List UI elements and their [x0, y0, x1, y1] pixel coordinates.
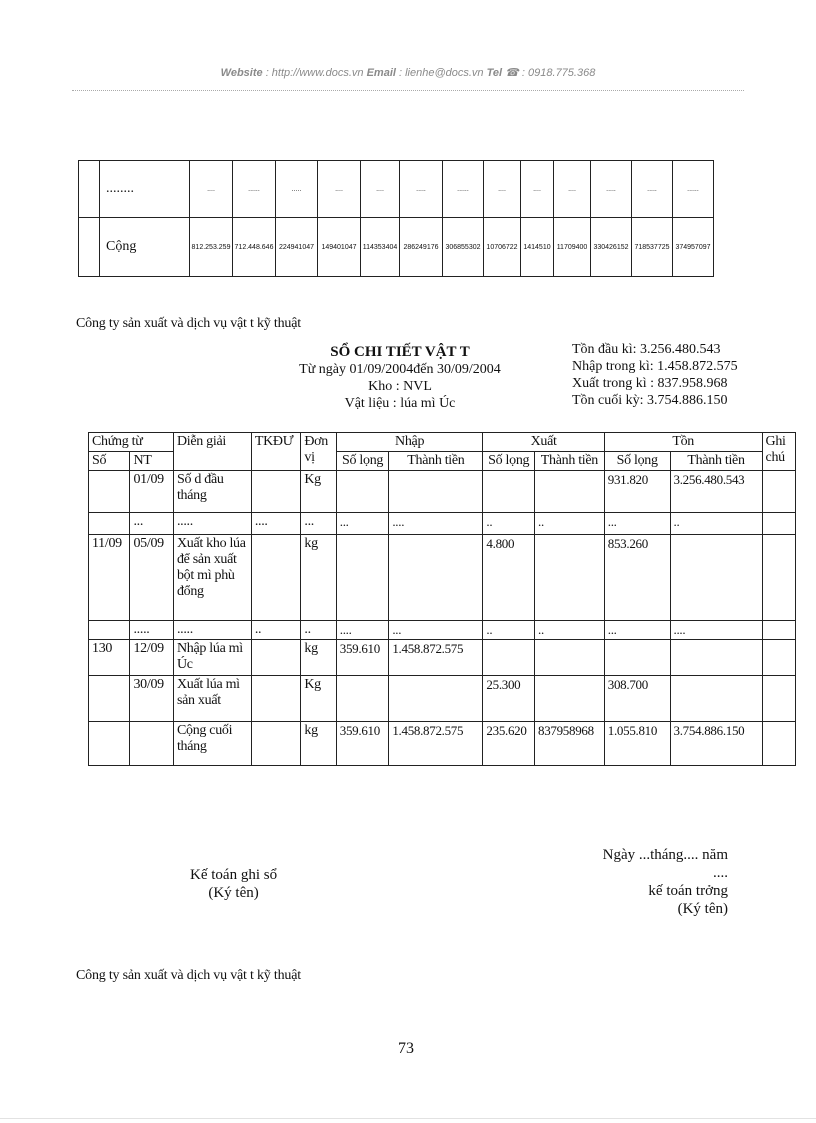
table-cell: ..	[535, 513, 605, 535]
table-cell	[535, 471, 605, 513]
table-cell: 3.256.480.543	[670, 471, 762, 513]
accountant-sign-note: (Ký tên)	[208, 885, 259, 901]
table-cell: ..	[483, 621, 535, 640]
header-balance-qty: Số lọng	[604, 452, 670, 471]
chief-accountant-sign-note: (Ký tên)	[677, 901, 728, 917]
warehouse-label: Kho : NVL	[368, 379, 432, 394]
email-value[interactable]: : lienhe@docs.vn	[399, 67, 484, 79]
closing-balance: Tồn cuối kỳ: 3.754.886.150	[572, 393, 728, 408]
table-cell	[670, 535, 762, 621]
table-cell: 330426152	[591, 218, 632, 277]
table-cell: ....	[484, 161, 521, 218]
table-cell: 837958968	[535, 722, 605, 766]
summary-block	[572, 341, 738, 409]
table-cell	[251, 640, 301, 676]
table-cell: ....	[521, 161, 554, 218]
table-cell	[762, 471, 795, 513]
table-cell: ........	[100, 161, 190, 218]
table-cell: 359.610	[336, 640, 389, 676]
table-cell	[762, 535, 795, 621]
page-divider	[0, 1118, 816, 1119]
table-row	[89, 535, 796, 621]
table-cell: .....	[632, 161, 673, 218]
table-cell: ....	[336, 621, 389, 640]
table-cell: .....	[591, 161, 632, 218]
table-cell: Nhập lúa mì Úc	[173, 640, 251, 676]
table-cell	[483, 640, 535, 676]
table-cell	[535, 676, 605, 722]
totals-table-row	[79, 218, 714, 277]
table-cell: ...	[336, 513, 389, 535]
table-cell: ......	[443, 161, 484, 218]
table-cell: Số d đầu tháng	[173, 471, 251, 513]
ledger-rows	[89, 471, 796, 766]
table-cell	[762, 621, 795, 640]
table-header-row	[89, 433, 796, 452]
date-line: Ngày ...tháng.... năm ....	[602, 847, 728, 881]
table-cell	[535, 535, 605, 621]
table-cell: Xuất lúa mì sản xuất	[173, 676, 251, 722]
table-cell	[762, 722, 795, 766]
page-number: 73	[398, 1040, 414, 1057]
material-label: Vật liệu : lúa mì Úc	[344, 396, 456, 411]
date-range: Từ ngày 01/09/2004đến 30/09/2004	[299, 362, 501, 377]
header-export-qty: Số lọng	[483, 452, 535, 471]
table-cell	[89, 722, 130, 766]
table-cell: ....	[389, 513, 483, 535]
table-cell: 359.610	[336, 722, 389, 766]
opening-balance: Tồn đầu kì: 3.256.480.543	[572, 342, 721, 357]
table-cell	[762, 640, 795, 676]
table-cell: ....	[190, 161, 233, 218]
table-cell	[483, 471, 535, 513]
total-label: Cộng	[100, 218, 190, 277]
table-cell: ....	[251, 513, 301, 535]
table-cell	[336, 471, 389, 513]
table-cell	[251, 676, 301, 722]
table-cell: 374957097	[673, 218, 714, 277]
table-cell: kg	[301, 722, 336, 766]
table-cell	[604, 640, 670, 676]
table-cell	[389, 535, 483, 621]
table-cell: ..	[251, 621, 301, 640]
table-cell: ...	[389, 621, 483, 640]
ledger-title-block	[270, 344, 530, 412]
table-cell: ..	[670, 513, 762, 535]
table-cell: Kg	[301, 676, 336, 722]
table-row	[89, 722, 796, 766]
header-export: Xuất	[483, 433, 604, 452]
table-cell: ..	[301, 621, 336, 640]
chief-accountant-title: kế toán trởng	[648, 883, 728, 899]
table-cell	[762, 676, 795, 722]
website-value[interactable]: : http://www.docs.vn	[265, 67, 364, 79]
table-cell	[670, 640, 762, 676]
table-cell: 1414510	[521, 218, 554, 277]
totals-table-row	[79, 161, 714, 218]
table-cell: 931.820	[604, 471, 670, 513]
table-cell: 12/09	[130, 640, 173, 676]
table-cell	[89, 676, 130, 722]
header-balance: Tồn	[604, 433, 762, 452]
header-account: TKĐƯ	[251, 433, 301, 471]
table-cell	[130, 722, 173, 766]
accountant-title: Kế toán ghi sổ	[190, 867, 278, 883]
table-cell: .....	[173, 621, 251, 640]
table-row	[89, 621, 796, 640]
ledger-title: SỔ CHI TIẾT VẬT T	[330, 344, 470, 360]
table-cell: 10706722	[484, 218, 521, 277]
table-cell: 1.458.872.575	[389, 722, 483, 766]
table-cell	[389, 676, 483, 722]
header-voucher-date: NT	[130, 452, 173, 471]
table-cell	[670, 676, 762, 722]
table-cell: Xuất kho lúa để sản xuất bột mì phù đổng	[173, 535, 251, 621]
table-cell: 11/09	[89, 535, 130, 621]
table-cell: ....	[361, 161, 400, 218]
table-cell: 1.055.810	[604, 722, 670, 766]
header-unit: Đơn vị	[301, 433, 336, 471]
table-cell	[79, 161, 100, 218]
table-cell: 25.300	[483, 676, 535, 722]
import-total: Nhập trong kì: 1.458.872.575	[572, 359, 738, 374]
table-cell: 853.260	[604, 535, 670, 621]
table-row	[89, 640, 796, 676]
table-cell: 306855302	[443, 218, 484, 277]
header-description: Diễn giải	[173, 433, 251, 471]
table-cell: ...	[604, 513, 670, 535]
table-cell: 235.620	[483, 722, 535, 766]
table-cell: ......	[233, 161, 276, 218]
table-cell: ...	[604, 621, 670, 640]
table-cell: 286249176	[400, 218, 443, 277]
table-cell: 812.253.259	[190, 218, 233, 277]
table-cell: ...	[301, 513, 336, 535]
table-cell	[762, 513, 795, 535]
table-cell: 712.448.646	[233, 218, 276, 277]
table-cell: .....	[276, 161, 318, 218]
header-note: Ghi chú	[762, 433, 795, 471]
table-cell: 4.800	[483, 535, 535, 621]
table-cell: kg	[301, 535, 336, 621]
table-row	[89, 513, 796, 535]
table-cell	[251, 535, 301, 621]
table-cell	[251, 722, 301, 766]
table-cell: ..	[483, 513, 535, 535]
header-voucher: Chứng từ	[89, 433, 174, 452]
table-cell: Cộng cuối tháng	[173, 722, 251, 766]
table-cell: 30/09	[130, 676, 173, 722]
table-cell: .....	[173, 513, 251, 535]
table-cell: Kg	[301, 471, 336, 513]
table-cell: 05/09	[130, 535, 173, 621]
table-cell: 308.700	[604, 676, 670, 722]
table-cell: 224941047	[276, 218, 318, 277]
table-cell	[89, 513, 130, 535]
table-cell	[336, 676, 389, 722]
table-cell	[89, 621, 130, 640]
table-cell: ..	[535, 621, 605, 640]
table-cell	[389, 471, 483, 513]
company-name: Công ty sản xuất và dịch vụ vật t kỹ thuật	[76, 316, 301, 331]
table-cell: 01/09	[130, 471, 173, 513]
table-row	[89, 471, 796, 513]
table-cell: 3.754.886.150	[670, 722, 762, 766]
table-cell: .....	[130, 621, 173, 640]
header-import: Nhập	[336, 433, 483, 452]
table-cell: 11709400	[554, 218, 591, 277]
header-import-amount: Thành tiền	[389, 452, 483, 471]
table-row	[89, 676, 796, 722]
header-voucher-no: Số	[89, 452, 130, 471]
company-name-footer: Công ty sản xuất và dịch vụ vật t kỹ thuật	[76, 968, 301, 983]
table-cell	[535, 640, 605, 676]
accountant-signature	[190, 866, 277, 902]
document-header	[72, 66, 744, 91]
table-cell: ....	[554, 161, 591, 218]
table-cell	[89, 471, 130, 513]
website-label: Website	[220, 67, 263, 79]
table-cell: ....	[318, 161, 361, 218]
table-cell: ....	[670, 621, 762, 640]
table-cell: ......	[673, 161, 714, 218]
email-label: Email	[366, 67, 396, 79]
table-cell: 1.458.872.575	[389, 640, 483, 676]
totals-table	[78, 160, 714, 277]
tel-value: ☎ : 0918.775.368	[505, 67, 596, 79]
table-cell: 718537725	[632, 218, 673, 277]
header-import-qty: Số lọng	[336, 452, 389, 471]
table-cell: .....	[400, 161, 443, 218]
tel-label: Tel	[486, 67, 503, 79]
table-cell: ...	[130, 513, 173, 535]
table-cell	[79, 218, 100, 277]
export-total: Xuất trong kì : 837.958.968	[572, 376, 728, 391]
table-cell: 149401047	[318, 218, 361, 277]
table-cell	[251, 471, 301, 513]
table-cell: kg	[301, 640, 336, 676]
header-balance-amount: Thành tiền	[670, 452, 762, 471]
ledger-table	[88, 432, 796, 766]
table-cell	[336, 535, 389, 621]
chief-accountant-signature	[588, 846, 728, 918]
table-cell: 114353404	[361, 218, 400, 277]
header-export-amount: Thành tiền	[535, 452, 605, 471]
table-cell: 130	[89, 640, 130, 676]
